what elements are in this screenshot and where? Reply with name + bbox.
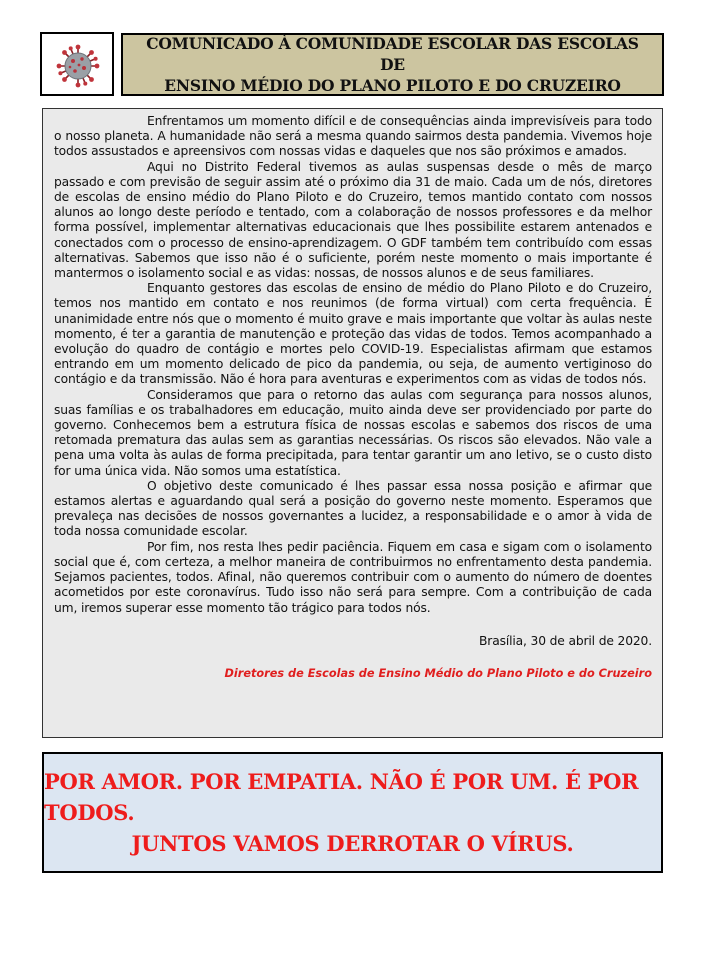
paragraph-4: Consideramos que para o retorno das aulas com segurança para nossos alunos, suas famílias e os trabalhadores em educação, muito ainda deve ser providenciado por parte do governo. Conhecemos bem a estrutura física de nossas escolas e sabemos dos riscos de uma retomada prematura das aulas sem as garantias necessárias. Os riscos são elevados. Não vale a pena uma volta às aulas de forma precipitada, para tentar garantir um ano letivo, se o custo disto for uma única vida. Não somos uma estatística. [54,387,652,478]
slogan-line-2: JUNTOS VAMOS DERROTAR O VÍRUS. [131,831,574,856]
signature: Diretores de Escolas de Ensino Médio do Plano Piloto e do Cruzeiro [224,666,652,680]
title-line-2: ENSINO MÉDIO DO PLANO PILOTO E DO CRUZEIRO [164,76,621,95]
page-title [123,33,662,96]
header-title-box [121,33,664,96]
letter-body [42,108,663,738]
title-line-1: COMUNICADO À COMUNIDADE ESCOLAR DAS ESCOLAS DE [146,34,639,74]
paragraph-1: Enfrentamos um momento difícil e de consequências ainda imprevisíveis para todo o nosso planeta. A humanidade não será a mesma quando sairmos desta pandemia. Vivemos hoje todos assustados e apreensivos com nossas vidas e daqueles que nos são próximos e amados. [54,114,652,159]
paragraph-5: O objetivo deste comunicado é lhes passar essa nossa posição e afirmar que estamos alertas e aguardando qual será a posição do governo neste momento. Esperamos que prevaleça nas decisões de nossos governantes a lucidez, a responsabilidade e o amor à vida de toda nossa comunidade escolar. [54,478,652,539]
coronavirus-icon [56,44,100,88]
slogan-line-1: POR AMOR. POR EMPATIA. NÃO É POR UM. É POR TODOS. [44,769,639,825]
paragraph-6: Por fim, nos resta lhes pedir paciência. Fiquem em casa e sigam com o isolamento social que é, com certeza, a melhor maneira de contribuirmos no enfrentamento desta pandemia. Sejamos pacientes, todos. Afinal, não queremos contribuir com o aumento do número de doentes acometidos por este coronavírus. Tudo isso não será para sempre. Com a contribuição de cada um, iremos superar esse momento tão trágico para todos nós. [54,539,652,615]
logo-box [40,32,114,96]
date-line: Brasília, 30 de abril de 2020. [479,633,652,648]
slogan-banner [42,752,663,873]
paragraph-2: Aqui no Distrito Federal tivemos as aulas suspensas desde o mês de março passado e com previsão de seguir assim até o próximo dia 31 de maio. Cada um de nós, diretores de escolas de ensino médio do Plano Piloto e do Cruzeiro, temos mantido contato com nossos alunos ao longo deste período e tentado, com a colaboração de nossos professores e da melhor forma possível, implementar alternativas educacionais que lhes possibilite estarem antenados e conectados com o processo de ensino-aprendizagem. O GDF também tem contribuído com essas alternativas. Sabemos que isso não é o suficiente, porém neste momento o mais importante é mantermos o isolamento social e as vidas: nossas, de nossos alunos e de seus familiares. [54,159,652,281]
paragraph-3: Enquanto gestores das escolas de ensino de médio do Plano Piloto e do Cruzeiro, temos nos mantido em contato e nos reunimos (de forma virtual) com certa frequência. É unanimidade entre nós que o momento é muito grave e mais importante que voltar às aulas neste momento, é ter a garantia de manutenção e proteção das vidas de todos. Temos acompanhado a evolução do quadro de contágio e mortes pelo COVID-19. Especialistas afirmam que estamos entrando em um momento delicado de pico da pandemia, ou seja, de aumento vertiginoso do contágio e da transmissão. Não é hora para aventuras e experimentos com as vidas de todos nós. [54,281,652,387]
